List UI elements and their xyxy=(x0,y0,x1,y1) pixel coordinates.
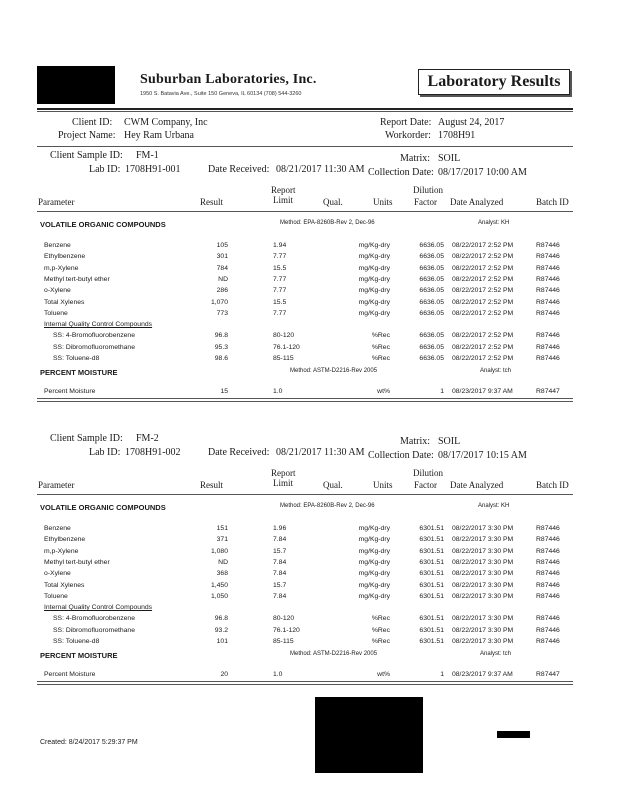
cell-units: mg/Kg-dry xyxy=(358,536,390,544)
cell-date-analyzed: 08/22/2017 3:30 PM xyxy=(452,525,514,532)
cell-date-analyzed: 08/22/2017 2:52 PM xyxy=(452,253,514,261)
cell-units: %Rec xyxy=(371,332,390,340)
cell-result: 784 xyxy=(216,264,228,272)
sample-id: FM-1 xyxy=(136,150,159,161)
cell-limit: 7.77 xyxy=(273,275,287,283)
cell-result: 1,050 xyxy=(210,592,228,600)
cell-parameter: Benzene xyxy=(44,242,71,249)
cell-date-analyzed: 08/23/2017 9:37 AM xyxy=(452,388,513,396)
table-row xyxy=(0,570,618,581)
section-end-rule xyxy=(37,681,573,682)
table-row xyxy=(0,344,618,355)
cell-date-analyzed: 08/22/2017 3:30 PM xyxy=(452,536,514,544)
cell-result: 96.8 xyxy=(214,332,228,340)
cell-batch: R87446 xyxy=(536,547,560,555)
cell-parameter: Ethylbenzene xyxy=(44,253,86,261)
section-end-rule-2 xyxy=(37,684,573,685)
cell-dilution: 1 xyxy=(440,671,444,679)
redacted-mark xyxy=(497,731,530,738)
table-row xyxy=(0,559,618,570)
cell-limit: 1.0 xyxy=(273,388,283,396)
collection-date-label: Collection Date: xyxy=(368,167,434,178)
cell-date-analyzed: 08/22/2017 3:30 PM xyxy=(452,638,514,645)
cell-date-analyzed: 08/22/2017 3:30 PM xyxy=(452,581,514,589)
table-row xyxy=(0,627,618,638)
col-date-analyzed: Date Analyzed xyxy=(450,197,504,207)
cell-batch: R87446 xyxy=(536,581,560,589)
cell-parameter: SS: Toluene-d8 xyxy=(53,355,100,362)
cell-dilution: 6636.05 xyxy=(419,332,444,340)
cell-parameter: Benzene xyxy=(44,525,71,532)
lab-id-label: Lab ID: xyxy=(89,447,121,458)
cell-parameter: SS: 4-Bromofluorobenzene xyxy=(53,615,135,623)
cell-batch: R87446 xyxy=(536,275,560,283)
col-date-analyzed: Date Analyzed xyxy=(450,480,504,490)
cell-parameter: Toluene xyxy=(44,309,68,317)
column-header-rule xyxy=(37,494,573,495)
cell-date-analyzed: 08/22/2017 2:52 PM xyxy=(452,309,514,317)
cell-units: wt% xyxy=(377,388,390,396)
table-row xyxy=(0,299,618,310)
table-row xyxy=(0,548,618,559)
cell-dilution: 6301.51 xyxy=(419,547,444,555)
cell-date-analyzed: 08/22/2017 2:52 PM xyxy=(452,287,514,295)
col-dilution-2: Factor xyxy=(414,197,437,207)
cell-result: ND xyxy=(218,275,228,283)
cell-parameter: Methyl tert-butyl ether xyxy=(44,275,110,283)
cell-limit: 7.84 xyxy=(273,536,287,544)
cell-batch: R87446 xyxy=(536,298,560,306)
cell-result: ND xyxy=(218,558,228,566)
cell-parameter: o-Xylene xyxy=(44,570,71,578)
cell-limit: 76.1-120 xyxy=(273,343,300,351)
cell-dilution: 6636.05 xyxy=(419,343,444,351)
table-row xyxy=(0,582,618,593)
cell-parameter: Total Xylenes xyxy=(44,581,85,589)
sample-id-label: Client Sample ID: xyxy=(50,433,123,444)
cell-batch: R87446 xyxy=(536,355,560,362)
cell-date-analyzed: 08/22/2017 2:52 PM xyxy=(452,275,514,283)
redacted-signature xyxy=(315,697,423,773)
workorder-label: Workorder: xyxy=(385,130,431,141)
cell-result: 98.6 xyxy=(214,355,228,362)
cell-units: mg/Kg-dry xyxy=(358,525,390,532)
cell-parameter: m,p-Xylene xyxy=(44,547,79,555)
cell-dilution: 6301.51 xyxy=(419,592,444,600)
cell-units: mg/Kg-dry xyxy=(358,558,390,566)
sample-id-label: Client Sample ID: xyxy=(50,150,123,161)
col-report-2: Limit xyxy=(273,195,293,205)
cell-date-analyzed: 08/22/2017 3:30 PM xyxy=(452,615,514,623)
cell-dilution: 6636.05 xyxy=(419,287,444,295)
col-dilution-1: Dilution xyxy=(413,468,444,478)
cell-parameter: Toluene xyxy=(44,592,68,600)
col-report-1: Report xyxy=(271,185,296,195)
col-dilution-1: Dilution xyxy=(413,185,444,195)
date-received: 08/21/2017 11:30 AM xyxy=(276,447,365,458)
column-header-rule xyxy=(37,211,573,212)
cell-parameter: Methyl tert-butyl ether xyxy=(44,558,110,566)
cell-date-analyzed: 08/22/2017 3:30 PM xyxy=(452,570,514,578)
cell-units: mg/Kg-dry xyxy=(358,242,390,249)
section-end-rule-2 xyxy=(37,401,573,402)
cell-units: mg/Kg-dry xyxy=(358,287,390,295)
cell-parameter: Ethylbenzene xyxy=(44,536,86,544)
cell-result: 371 xyxy=(216,536,228,544)
date-received-label: Date Received: xyxy=(208,447,270,458)
table-row xyxy=(0,536,618,547)
client-id: CWM Company, Inc xyxy=(124,117,208,128)
cell-batch: R87447 xyxy=(536,671,560,679)
cell-dilution: 6636.05 xyxy=(419,309,444,317)
cell-limit: 7.77 xyxy=(273,287,287,295)
cell-result: 15 xyxy=(220,388,228,396)
cell-batch: R87446 xyxy=(536,332,560,340)
cell-result: 1,450 xyxy=(210,581,228,589)
section-end-rule xyxy=(37,398,573,399)
cell-units: mg/Kg-dry xyxy=(358,581,390,589)
created-timestamp: Created: 8/24/2017 5:29:37 PM xyxy=(40,739,138,746)
table-row xyxy=(0,525,618,536)
analyst-label: Analyst: KH xyxy=(478,503,510,509)
moisture-title: PERCENT MOISTURE xyxy=(40,651,118,661)
cell-limit: 80-120 xyxy=(273,332,295,340)
cell-limit: 7.77 xyxy=(273,253,287,261)
table-row xyxy=(0,593,618,604)
cell-date-analyzed: 08/22/2017 2:52 PM xyxy=(452,298,514,306)
client-id-label: Client ID: xyxy=(72,117,113,128)
project-label: Project Name: xyxy=(58,130,116,141)
moisture-title: PERCENT MOISTURE xyxy=(40,368,118,378)
cell-dilution: 6301.51 xyxy=(419,615,444,623)
matrix-label: Matrix: xyxy=(400,436,430,447)
header-rule-thin xyxy=(37,111,573,112)
cell-batch: R87446 xyxy=(536,287,560,295)
cell-batch: R87446 xyxy=(536,626,560,634)
qc-title: Internal Quality Control Compounds xyxy=(44,321,153,329)
cell-units: mg/Kg-dry xyxy=(358,264,390,272)
date-received-label: Date Received: xyxy=(208,164,270,175)
cell-result: 773 xyxy=(216,309,228,317)
col-report-1: Report xyxy=(271,468,296,478)
cell-dilution: 6636.05 xyxy=(419,253,444,261)
cell-batch: R87446 xyxy=(536,309,560,317)
cell-limit: 7.84 xyxy=(273,592,287,600)
cell-result: 301 xyxy=(216,253,228,261)
cell-parameter: Total Xylenes xyxy=(44,298,85,306)
matrix-label: Matrix: xyxy=(400,153,430,164)
cell-units: %Rec xyxy=(371,615,390,623)
cell-units: mg/Kg-dry xyxy=(358,275,390,283)
cell-date-analyzed: 08/22/2017 3:30 PM xyxy=(452,592,514,600)
sample-id: FM-2 xyxy=(136,433,159,444)
cell-result: 105 xyxy=(216,242,228,249)
col-qual: Qual. xyxy=(323,480,343,490)
cell-limit: 80-120 xyxy=(273,615,295,623)
cell-result: 96.8 xyxy=(214,615,228,623)
cell-limit: 76.1-120 xyxy=(273,626,300,634)
cell-dilution: 6636.05 xyxy=(419,298,444,306)
table-row xyxy=(0,615,618,626)
cell-date-analyzed: 08/22/2017 2:52 PM xyxy=(452,355,514,362)
collection-date-label: Collection Date: xyxy=(368,450,434,461)
cell-dilution: 6636.05 xyxy=(419,275,444,283)
cell-dilution: 6301.51 xyxy=(419,525,444,532)
col-dilution-2: Factor xyxy=(414,480,437,490)
qc-title: Internal Quality Control Compounds xyxy=(44,604,153,612)
cell-units: %Rec xyxy=(371,355,390,362)
cell-result: 151 xyxy=(216,525,228,532)
lab-id: 1708H91-001 xyxy=(125,164,181,175)
cell-result: 1,080 xyxy=(210,547,228,555)
cell-result: 1,070 xyxy=(210,298,228,306)
workorder: 1708H91 xyxy=(438,130,476,141)
cell-limit: 1.96 xyxy=(273,525,287,532)
moisture-method: Method: ASTM-D2216-Rev 2005 xyxy=(290,651,378,658)
cell-units: mg/Kg-dry xyxy=(358,298,390,306)
cell-limit: 1.94 xyxy=(273,242,287,249)
cell-batch: R87446 xyxy=(536,253,560,261)
cell-batch: R87446 xyxy=(536,615,560,623)
cell-batch: R87446 xyxy=(536,525,560,532)
moisture-analyst: Analyst: tch xyxy=(480,368,512,375)
cell-date-analyzed: 08/23/2017 9:37 AM xyxy=(452,671,513,679)
col-units: Units xyxy=(373,480,393,490)
section-title: VOLATILE ORGANIC COMPOUNDS xyxy=(40,220,166,229)
cell-limit: 7.77 xyxy=(273,309,287,317)
cell-result: 93.2 xyxy=(214,626,228,634)
cell-date-analyzed: 08/22/2017 2:52 PM xyxy=(452,343,514,351)
cell-limit: 7.84 xyxy=(273,558,287,566)
client-rule xyxy=(37,146,573,147)
section-title: VOLATILE ORGANIC COMPOUNDS xyxy=(40,503,166,512)
cell-result: 95.3 xyxy=(214,343,228,351)
cell-result: 101 xyxy=(216,638,228,645)
cell-batch: R87447 xyxy=(536,388,560,396)
cell-units: mg/Kg-dry xyxy=(358,592,390,600)
cell-parameter: Percent Moisture xyxy=(44,671,96,679)
col-result: Result xyxy=(200,197,224,207)
cell-parameter: SS: Dibromofluoromethane xyxy=(53,343,135,351)
cell-units: mg/Kg-dry xyxy=(358,309,390,317)
col-batch: Batch ID xyxy=(536,480,569,490)
col-qual: Qual. xyxy=(323,197,343,207)
cell-batch: R87446 xyxy=(536,264,560,272)
cell-limit: 15.5 xyxy=(273,264,287,272)
cell-batch: R87446 xyxy=(536,343,560,351)
cell-date-analyzed: 08/22/2017 3:30 PM xyxy=(452,558,514,566)
cell-dilution: 6636.05 xyxy=(419,355,444,362)
cell-limit: 15.7 xyxy=(273,581,287,589)
cell-parameter: SS: Toluene-d8 xyxy=(53,638,100,645)
cell-limit: 85-115 xyxy=(273,638,294,645)
col-report-2: Limit xyxy=(273,478,293,488)
cell-limit: 85-115 xyxy=(273,355,294,362)
date-received: 08/21/2017 11:30 AM xyxy=(276,164,365,175)
table-row xyxy=(0,276,618,287)
cell-parameter: Percent Moisture xyxy=(44,388,96,396)
cell-units: %Rec xyxy=(371,626,390,634)
cell-result: 20 xyxy=(220,671,228,679)
cell-units: mg/Kg-dry xyxy=(358,547,390,555)
collection-date: 08/17/2017 10:15 AM xyxy=(438,450,527,461)
cell-dilution: 6301.51 xyxy=(419,581,444,589)
cell-limit: 1.0 xyxy=(273,671,283,679)
cell-units: %Rec xyxy=(371,343,390,351)
col-parameter: Parameter xyxy=(38,197,75,207)
moisture-method: Method: ASTM-D2216-Rev 2005 xyxy=(290,368,378,375)
cell-parameter: o-Xylene xyxy=(44,287,71,295)
table-row xyxy=(0,355,618,366)
table-row xyxy=(0,253,618,264)
cell-dilution: 6301.51 xyxy=(419,558,444,566)
table-row xyxy=(0,332,618,343)
cell-parameter: m,p-Xylene xyxy=(44,264,79,272)
cell-batch: R87446 xyxy=(536,242,560,249)
lab-name: Suburban Laboratories, Inc. xyxy=(140,72,317,87)
col-units: Units xyxy=(373,197,393,207)
cell-batch: R87446 xyxy=(536,536,560,544)
cell-dilution: 6301.51 xyxy=(419,638,444,645)
cell-parameter: SS: Dibromofluoromethane xyxy=(53,626,135,634)
cell-date-analyzed: 08/22/2017 3:30 PM xyxy=(452,626,514,634)
collection-date: 08/17/2017 10:00 AM xyxy=(438,167,527,178)
cell-batch: R87446 xyxy=(536,638,560,645)
moisture-analyst: Analyst: tch xyxy=(480,651,512,658)
lab-address: 1950 S. Batavia Ave., Suite 150 Geneva, IL 60134 (708) 544-3260 xyxy=(140,91,302,97)
matrix: SOIL xyxy=(438,153,461,164)
report-date-label: Report Date: xyxy=(380,117,432,128)
cell-result: 368 xyxy=(216,570,228,578)
cell-units: mg/Kg-dry xyxy=(358,253,390,261)
header-rule xyxy=(37,108,573,110)
col-parameter: Parameter xyxy=(38,480,75,490)
cell-batch: R87446 xyxy=(536,570,560,578)
analyst-label: Analyst: KH xyxy=(478,220,510,226)
matrix: SOIL xyxy=(438,436,461,447)
cell-date-analyzed: 08/22/2017 2:52 PM xyxy=(452,332,514,340)
cell-date-analyzed: 08/22/2017 3:30 PM xyxy=(452,547,514,555)
lab-id: 1708H91-002 xyxy=(125,447,181,458)
table-row xyxy=(0,287,618,298)
cell-limit: 15.5 xyxy=(273,298,287,306)
cell-result: 286 xyxy=(216,287,228,295)
report-date: August 24, 2017 xyxy=(438,117,505,128)
cell-units: mg/Kg-dry xyxy=(358,570,390,578)
cell-dilution: 6636.05 xyxy=(419,242,444,249)
table-row xyxy=(0,265,618,276)
cell-units: wt% xyxy=(377,671,390,679)
cell-date-analyzed: 08/22/2017 2:52 PM xyxy=(452,242,514,249)
redacted-logo xyxy=(37,66,115,104)
cell-dilution: 6301.51 xyxy=(419,570,444,578)
table-row xyxy=(0,310,618,321)
lab-id-label: Lab ID: xyxy=(89,164,121,175)
cell-dilution: 1 xyxy=(440,388,444,396)
col-batch: Batch ID xyxy=(536,197,569,207)
project-name: Hey Ram Urbana xyxy=(124,130,194,141)
cell-parameter: SS: 4-Bromofluorobenzene xyxy=(53,332,135,340)
cell-dilution: 6301.51 xyxy=(419,536,444,544)
document-title: Laboratory Results xyxy=(418,69,570,95)
cell-dilution: 6301.51 xyxy=(419,626,444,634)
cell-limit: 7.84 xyxy=(273,570,287,578)
table-row xyxy=(0,638,618,649)
cell-limit: 15.7 xyxy=(273,547,287,555)
method-label: Method: EPA-8260B-Rev 2, Dec-96 xyxy=(280,220,375,226)
cell-dilution: 6636.05 xyxy=(419,264,444,272)
cell-units: %Rec xyxy=(371,638,390,645)
cell-date-analyzed: 08/22/2017 2:52 PM xyxy=(452,264,514,272)
table-row xyxy=(0,242,618,253)
col-result: Result xyxy=(200,480,224,490)
cell-batch: R87446 xyxy=(536,592,560,600)
method-label: Method: EPA-8260B-Rev 2, Dec-96 xyxy=(280,503,375,509)
cell-batch: R87446 xyxy=(536,558,560,566)
